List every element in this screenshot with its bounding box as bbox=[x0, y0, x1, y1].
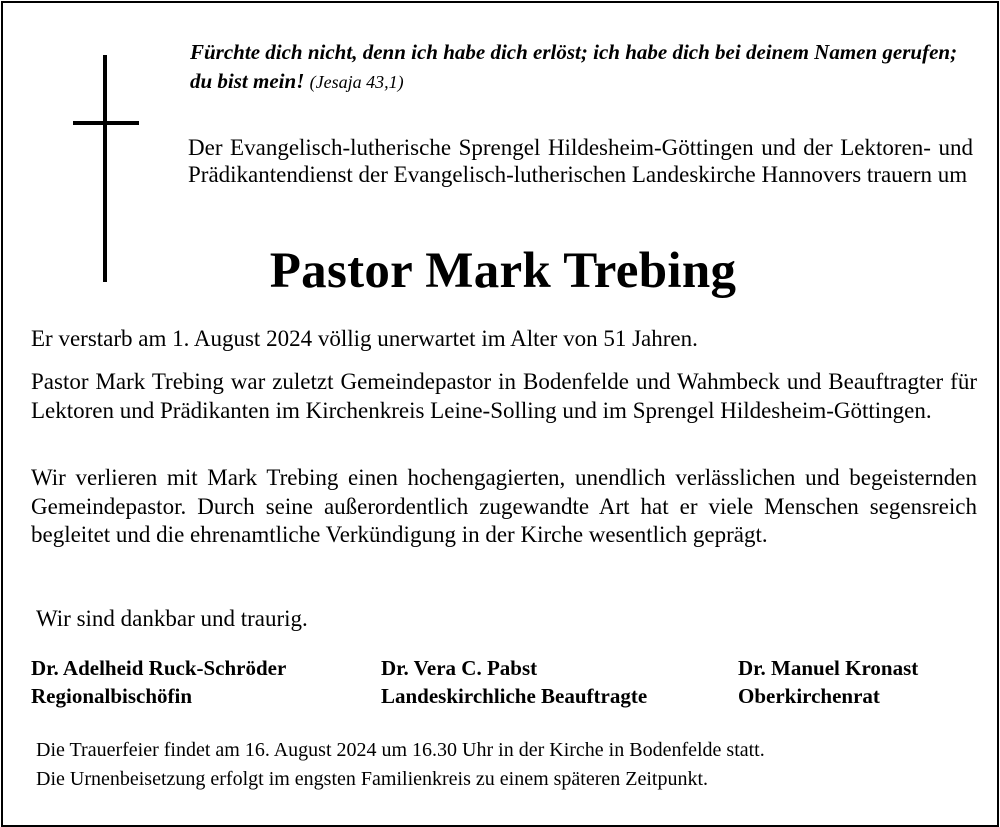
funeral-info bbox=[36, 736, 976, 793]
signatory-regionalbischoefin bbox=[31, 654, 286, 710]
paragraph-death: Er verstarb am 1. August 2024 völlig unerwartet im Alter von 51 Jahren. bbox=[31, 326, 698, 351]
cross-horizontal-bar bbox=[73, 121, 139, 125]
verse-reference: (Jesaja 43,1) bbox=[309, 72, 404, 92]
signatory-oberkirchenrat bbox=[738, 654, 918, 710]
intro-text: Der Evangelisch-lutherische Sprengel Hildesheim-Göttingen und der Lektoren- und Prädikantendienst der Evangelisch-lutherischen Landeskirche Hannovers trauern um bbox=[188, 135, 973, 187]
signatory-title: Oberkirchenrat bbox=[738, 684, 880, 708]
paragraph-career: Pastor Mark Trebing war zuletzt Gemeindepastor in Bodenfelde und Wahmbeck und Beauftragter für Lektoren und Prädikanten im Kirchenkreis Leine-Solling und im Sprengel Hildesheim-Göttingen. bbox=[31, 369, 977, 423]
bible-verse bbox=[190, 38, 980, 97]
signatory-title: Regionalbischöfin bbox=[31, 684, 193, 708]
signatory-beauftragte bbox=[381, 654, 647, 710]
funeral-service-line: Die Trauerfeier findet am 16. August 2024 um 16.30 Uhr in der Kirche in Bodenfelde statt. bbox=[36, 739, 765, 761]
obituary-notice bbox=[1, 1, 999, 827]
signatory-title: Landeskirchliche Beauftragte bbox=[381, 684, 648, 708]
deceased-name: Pastor Mark Trebing bbox=[269, 243, 737, 299]
closing-line: Wir sind dankbar und traurig. bbox=[36, 606, 308, 631]
urn-burial-line: Die Urnenbeisetzung erfolgt im engsten Familienkreis zu einem späteren Zeitpunkt. bbox=[36, 767, 709, 790]
signatory-name: Dr. Vera C. Pabst bbox=[381, 656, 538, 680]
signatory-name: Dr. Adelheid Ruck-Schröder bbox=[31, 656, 287, 680]
verse-text: Fürchte dich nicht, denn ich habe dich erlöst; ich habe dich bei deinem Namen gerufen; du bist mein! bbox=[190, 40, 958, 93]
paragraph-tribute: Wir verlieren mit Mark Trebing einen hochengagierten, unendlich verlässlichen und begeisternden Gemeindepastor. Durch seine außerordentlich zugewandte Art hat er viele Menschen segensreich begleitet und die ehrenamtliche Verkündigung in der Kirche wesentlich geprägt. bbox=[31, 465, 977, 547]
signatory-name: Dr. Manuel Kronast bbox=[738, 656, 919, 680]
